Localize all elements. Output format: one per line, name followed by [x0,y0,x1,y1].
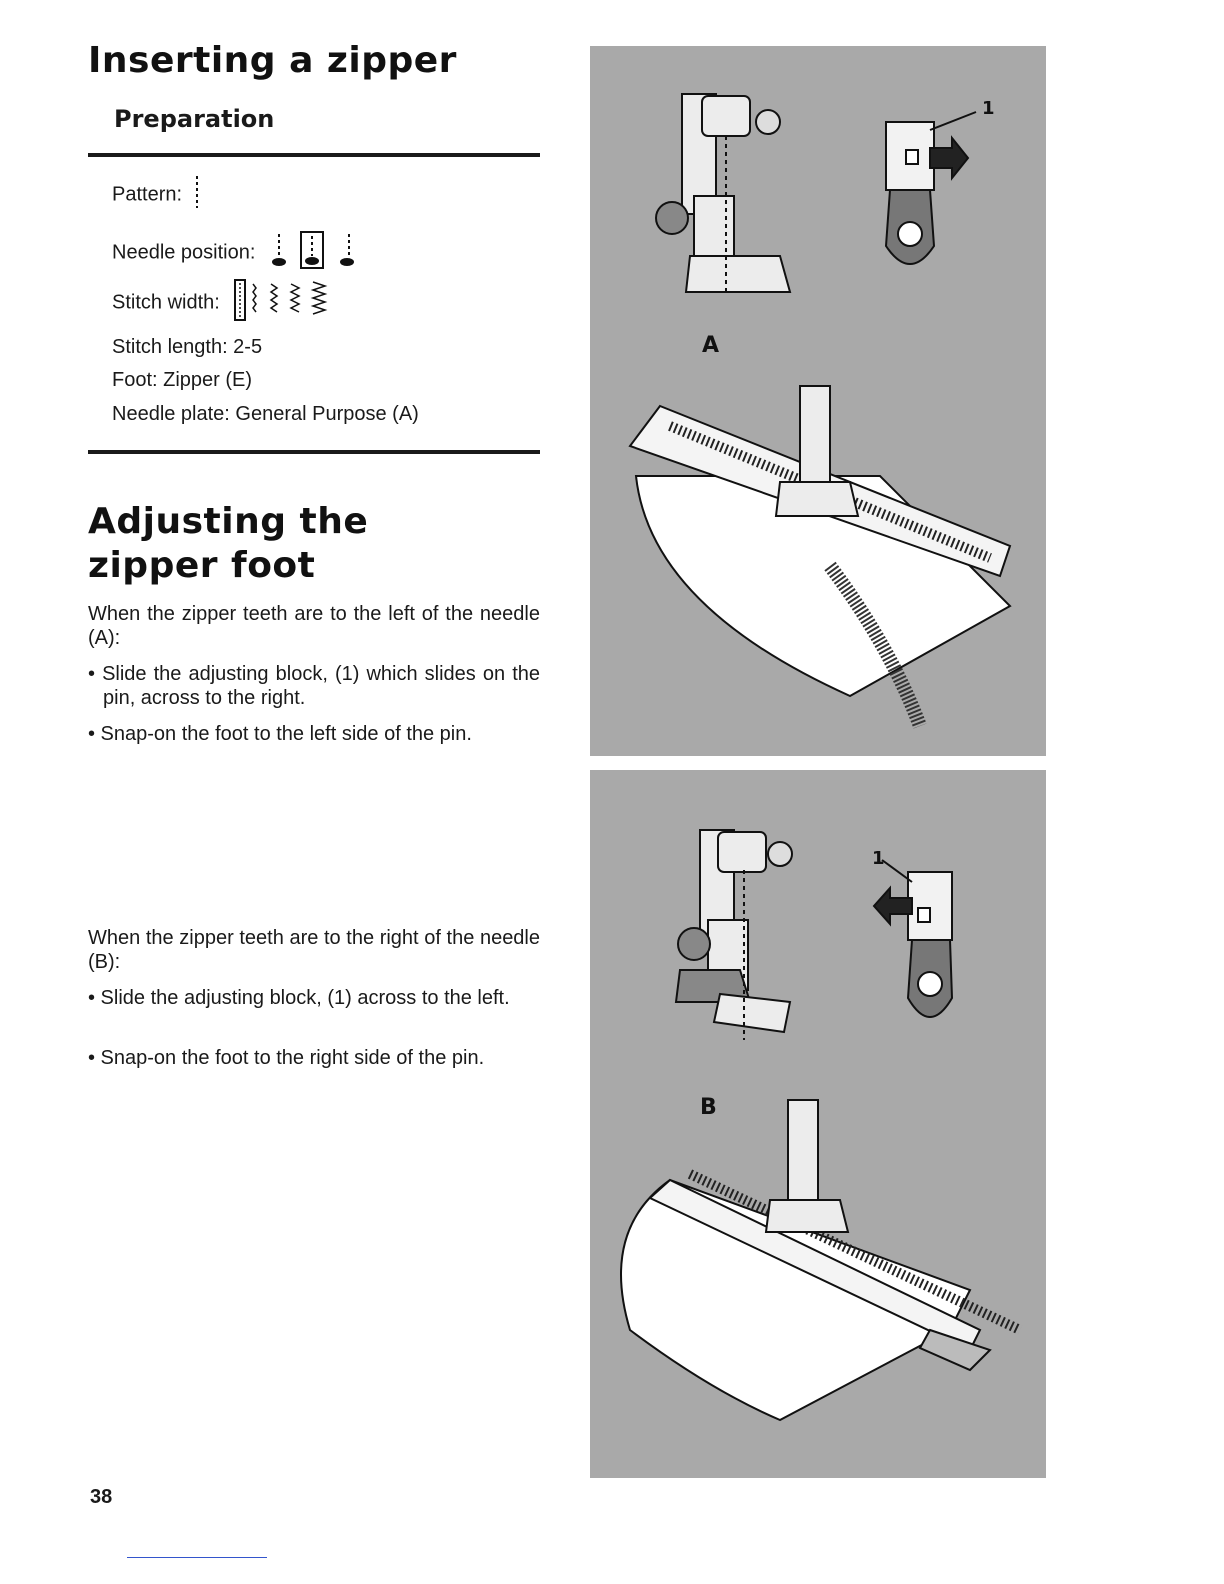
right-case-intro: When the zipper teeth are to the right of the needle (B): [88,927,540,973]
divider-bottom [88,450,540,454]
left-case-bullet-2: • Snap-on the foot to the left side of the pin. [88,723,472,745]
figure-a-callout: 1 [982,98,995,119]
figure-a-label: A [702,333,720,358]
pattern-row [112,176,200,214]
figure-b [590,770,1046,1478]
zipper-foot-b [874,860,952,1017]
stitch-width-icon [231,278,331,328]
presser-foot-a [656,94,790,296]
figure-b-callout: 1 [872,848,885,869]
section-title [88,500,368,588]
divider-top [88,153,540,157]
needle-position-icon [267,230,367,276]
fabric-zipper-a [630,386,1010,726]
left-case-intro: When the zipper teeth are to the left of the needle (A): [88,603,540,649]
figure-b-illustration [590,770,1046,1478]
section-title-line1: Adjusting the [88,501,369,542]
straight-stitch-icon [194,176,200,214]
page-number: 38 [90,1486,113,1508]
needle-position-row [112,230,367,276]
stitch-width-label: Stitch width: [112,291,220,314]
stitch-length: Stitch length: 2-5 [112,336,263,358]
needle-position-label: Needle position: [112,241,256,264]
needle-plate: Needle plate: General Purpose (A) [112,403,419,425]
figure-a-illustration [590,46,1046,756]
stitch-width-row [112,278,331,328]
pattern-label: Pattern: [112,183,183,206]
zipper-foot-a [886,112,976,264]
left-case-bullet-1: • Slide the adjusting block, (1) which slides on the pin, across to the right. [88,663,540,709]
section-subtitle: Preparation [114,105,275,133]
page-title: Inserting a zipper [88,40,457,81]
foot-type: Foot: Zipper (E) [112,369,253,391]
presser-foot-b [676,830,792,1040]
right-case-bullet-2: • Snap-on the foot to the right side of the pin. [88,1047,485,1069]
footer-line [127,1557,267,1558]
fabric-zipper-b [621,1100,1020,1420]
figure-a [590,46,1046,756]
right-case-bullet-1: • Slide the adjusting block, (1) across to the left. [88,987,510,1009]
figure-b-label: B [700,1095,717,1120]
section-title-line2: zipper foot [88,545,316,586]
